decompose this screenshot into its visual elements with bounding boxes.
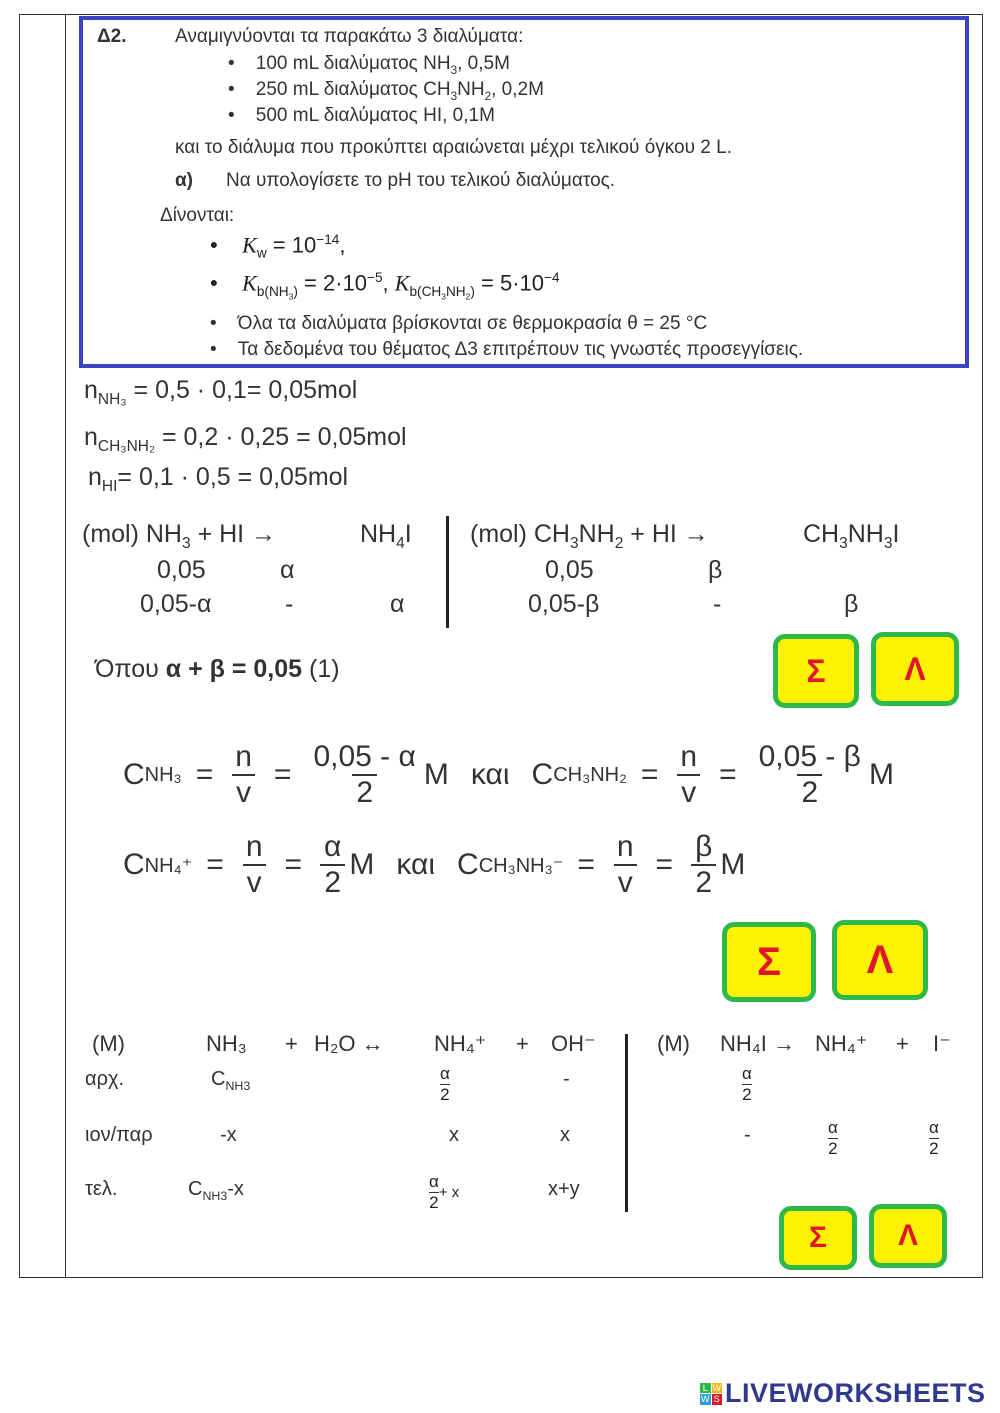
liveworksheets-icon: L W W S <box>701 1382 721 1404</box>
equil1-start-nh4: $\frac{\alpha}{2}$ <box>440 1064 450 1104</box>
concentration-line-1: C NH₃ = $\frac{n}{v}$ = $\frac{0,05 - \alpha}{2}$ M και C CH₃NH₂ = $\frac{n}{v}$ = $\frac{0,05 - \beta}{2}$ M <box>123 740 894 809</box>
equil2-header-m: (M) <box>657 1031 690 1056</box>
concentration-line-2: C NH₄⁺ = $\frac{n}{v}$ = $\frac{\alpha}{2}$ M και C CH₃NH₃⁻ = $\frac{n}{v}$ = $\frac{\beta}{2}$ M <box>123 830 746 899</box>
false-button-2[interactable]: Λ <box>832 920 928 1000</box>
equil1-ion-nh3: -x <box>220 1124 237 1146</box>
reaction2-product: $CH_3NH_3I$ <box>803 520 900 552</box>
dilution-text: και το διάλυμα που προκύπτει αραιώνεται μέχρι τελικού όγκου 2 L. <box>175 137 732 158</box>
moles-hi: $n_{HI}= 0,1 \cdot 0,5 = 0,05mol$ <box>88 463 349 495</box>
equil2-header-i: I⁻ <box>933 1031 951 1056</box>
equil1-header-plus1: + <box>285 1031 298 1056</box>
equil2-start-nh4i: $\frac{\alpha}{2}$ <box>742 1064 752 1104</box>
kw-constant: • $K_w = 10^{-14}$, <box>210 232 346 261</box>
liveworksheets-wordmark: LIVEWORKSHEETS <box>725 1378 986 1408</box>
reaction2-initial-hi: β <box>708 556 723 584</box>
true-button-2[interactable]: Σ <box>722 922 816 1002</box>
reaction1-final-hi: - <box>285 590 294 618</box>
false-button-3[interactable]: Λ <box>869 1204 947 1268</box>
row-label-start: αρχ. <box>85 1068 124 1090</box>
moles-ch3nh2: $n_{CH_3NH_2} = 0,2 \cdot 0,25 = 0,05mol$ <box>84 423 407 455</box>
reaction2-final-ch3nh2: 0,05-β <box>528 590 600 618</box>
equil2-ion-i: $\frac{\alpha}{2}$ <box>929 1118 939 1158</box>
row-label-ion: ιον/παρ <box>85 1124 153 1146</box>
reaction1-final-nh3: 0,05-α <box>140 590 212 618</box>
equil1-header-nh4: NH₄⁺ <box>434 1031 487 1056</box>
equil1-header-nh3: NH₃ <box>206 1031 247 1056</box>
equil1-start-nh3: $C_{NH3}$ <box>211 1068 251 1093</box>
given-label: Δίνονται: <box>160 205 235 226</box>
equil1-header-h2o: H₂O ↔ <box>314 1031 384 1056</box>
reaction-divider <box>446 516 449 628</box>
reaction2-final-hi: - <box>713 590 722 618</box>
reaction1-initial-hi: α <box>280 556 295 584</box>
kb-constants: • $K_{b(NH_3)} = 2\cdot 10^{-5}$, $K_{b(CH_3NH_2)} = 5\cdot 10^{-4}$ <box>210 270 560 302</box>
equil1-end-nh4: α 2 + x <box>429 1172 460 1212</box>
reaction2-equation: (mol) $CH_3NH_2$ + HI → <box>470 520 709 552</box>
equil2-header-nh4: NH₄⁺ <box>815 1031 868 1056</box>
reaction1-equation: (mol) $NH_3$ + HI → <box>82 520 277 552</box>
equil1-end-nh3: $C_{NH3}-x$ <box>188 1178 244 1203</box>
equil2-header-plus: + <box>896 1031 909 1056</box>
equil1-header-plus2: + <box>516 1031 529 1056</box>
margin-divider <box>65 14 66 1278</box>
equil1-start-oh: - <box>563 1068 570 1090</box>
solution-item-1: • 100 mL διαλύματος $NH_3$, 0,5M <box>228 53 510 77</box>
problem-intro: Αναμιγνύονται τα παρακάτω 3 διαλύματα: <box>175 26 524 47</box>
constraint-equation: Όπου α + β = 0,05 (1) <box>95 655 340 683</box>
part-label: α) <box>175 170 194 191</box>
equil1-header-oh: OH⁻ <box>551 1031 596 1056</box>
row-label-end: τελ. <box>85 1178 118 1200</box>
reaction1-final-product: α <box>390 590 405 618</box>
reaction1-product: $NH_4I$ <box>360 520 412 552</box>
solution-item-2: • 250 mL διαλύματος $CH_3NH_2$, 0,2M <box>228 79 544 103</box>
equil2-header-nh4i: NH₄I → <box>720 1031 795 1056</box>
equil2-ion-nh4i: - <box>744 1124 751 1146</box>
reaction2-initial-ch3nh2: 0,05 <box>545 556 594 584</box>
moles-nh3: $n_{NH_3} = 0,5 \cdot 0,1= 0,05mol$ <box>84 376 358 408</box>
reaction2-final-product: β <box>844 590 859 618</box>
true-button-3[interactable]: Σ <box>779 1206 857 1270</box>
approximation-note: • Τα δεδομένα του θέματος Δ3 επιτρέπουν τις γνωστές προσεγγίσεις. <box>210 339 804 360</box>
temperature-note: • Όλα τα διαλύματα βρίσκονται σε θερμοκρασία θ = 25 °C <box>210 313 708 334</box>
problem-label: Δ2. <box>97 26 127 47</box>
part-question: Να υπολογίσετε το pH του τελικού διαλύματος. <box>226 170 616 191</box>
false-button-1[interactable]: Λ <box>871 632 959 706</box>
equilibrium-divider <box>625 1034 628 1212</box>
equil1-ion-oh: x <box>560 1124 570 1146</box>
equil1-ion-nh4: x <box>449 1124 459 1146</box>
equil1-end-oh: x+y <box>548 1178 580 1200</box>
equil1-header-m: (M) <box>92 1031 125 1056</box>
problem-box <box>79 16 969 368</box>
solution-item-3: • 500 mL διαλύματος HI, 0,1M <box>228 105 495 126</box>
liveworksheets-logo[interactable] <box>700 1378 986 1409</box>
reaction1-initial-nh3: 0,05 <box>157 556 206 584</box>
equil2-ion-nh4: $\frac{\alpha}{2}$ <box>828 1118 838 1158</box>
true-button-1[interactable]: Σ <box>773 634 859 708</box>
